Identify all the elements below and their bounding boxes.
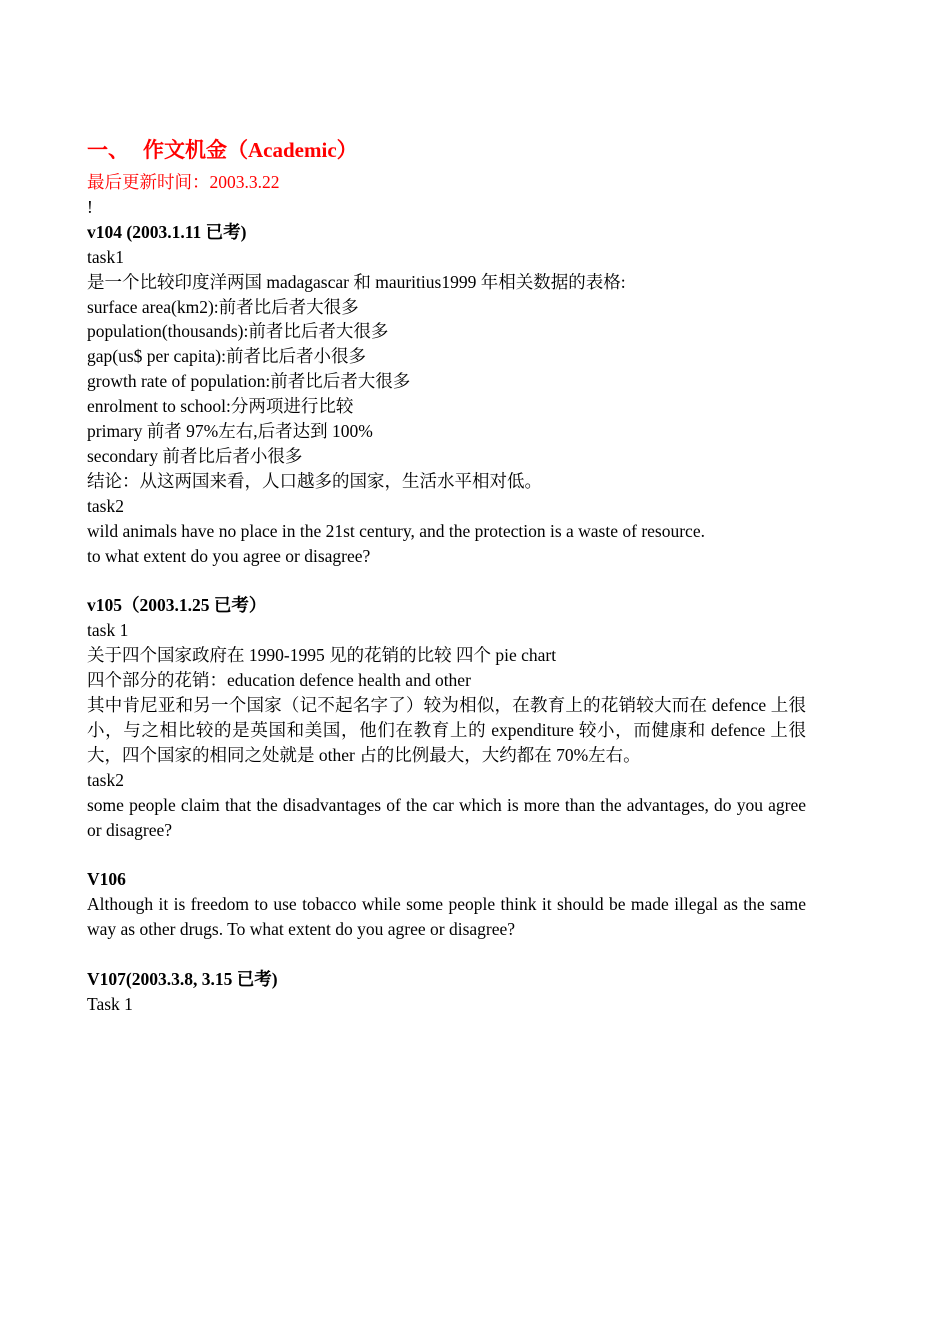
v104-line: 结论：从这两国来看，人口越多的国家，生活水平相对低。 (87, 470, 542, 491)
v104-line: surface area(km2):前者比后者大很多 (87, 296, 359, 317)
v104-title: v104 (2003.1.11 已考) (87, 221, 247, 242)
spacer (87, 942, 806, 967)
document-page (87, 134, 806, 1017)
v105-title: v105（2003.1.25 已考） (87, 595, 267, 616)
v105-line: 四个部分的花销：education defence health and other (87, 670, 471, 691)
v105-paragraph: 其中肯尼亚和另一个国家（记不起名字了）较为相似，在教育上的花销较大而在 defence 上很小，与之相比较的是英国和美国，他们在教育上的 expenditure 较小，而健康和 defence 上很大，四个国家的相同之处就是 other 占的比例最大，大约都在 70%左右。 (87, 695, 806, 765)
v107-title: V107(2003.3.8, 3.15 已考) (87, 968, 278, 989)
v104-line: primary 前者 97%左右,后者达到 100% (87, 421, 373, 442)
v104-line: population(thousands):前者比后者大很多 (87, 321, 389, 342)
v105-task2-paragraph: some people claim that the disadvantages of the car which is more than the advantages, do you agree or disagree? (87, 794, 806, 840)
mark-line: ! (87, 196, 93, 217)
spacer (87, 842, 806, 867)
v104-line: to what extent do you agree or disagree? (87, 545, 371, 566)
section-title: 作文机金（Academic） (143, 138, 358, 162)
v106-paragraph: Although it is freedom to use tobacco while some people think it should be made illegal as the same way as other drugs. To what extent do you agree or disagree? (87, 894, 806, 940)
v105-line: 关于四个国家政府在 1990-1995 见的花销的比较 四个 pie chart (87, 645, 557, 666)
v104-line: secondary 前者比后者小很多 (87, 445, 303, 466)
v104-line: gap(us$ per capita):前者比后者小很多 (87, 346, 366, 367)
v105-line: task 1 (87, 620, 129, 641)
section-number: 一、 (87, 138, 129, 162)
spacer (87, 569, 806, 594)
v104-line: 是一个比较印度洋两国 madagascar 和 mauritius1999 年相关数据的表格: (87, 271, 626, 292)
section-heading (87, 134, 806, 166)
v104-line: enrolment to school:分两项进行比较 (87, 396, 354, 417)
v104-line: task2 (87, 495, 124, 516)
v107-line: Task 1 (87, 993, 133, 1014)
v105-task2-label: task2 (87, 769, 124, 790)
last-updated: 最后更新时间：2003.3.22 (87, 172, 280, 192)
v106-title: V106 (87, 869, 126, 890)
v104-line: growth rate of population:前者比后者大很多 (87, 371, 411, 392)
v104-line: task1 (87, 246, 124, 267)
v104-line: wild animals have no place in the 21st century, and the protection is a waste of resource. (87, 520, 705, 541)
